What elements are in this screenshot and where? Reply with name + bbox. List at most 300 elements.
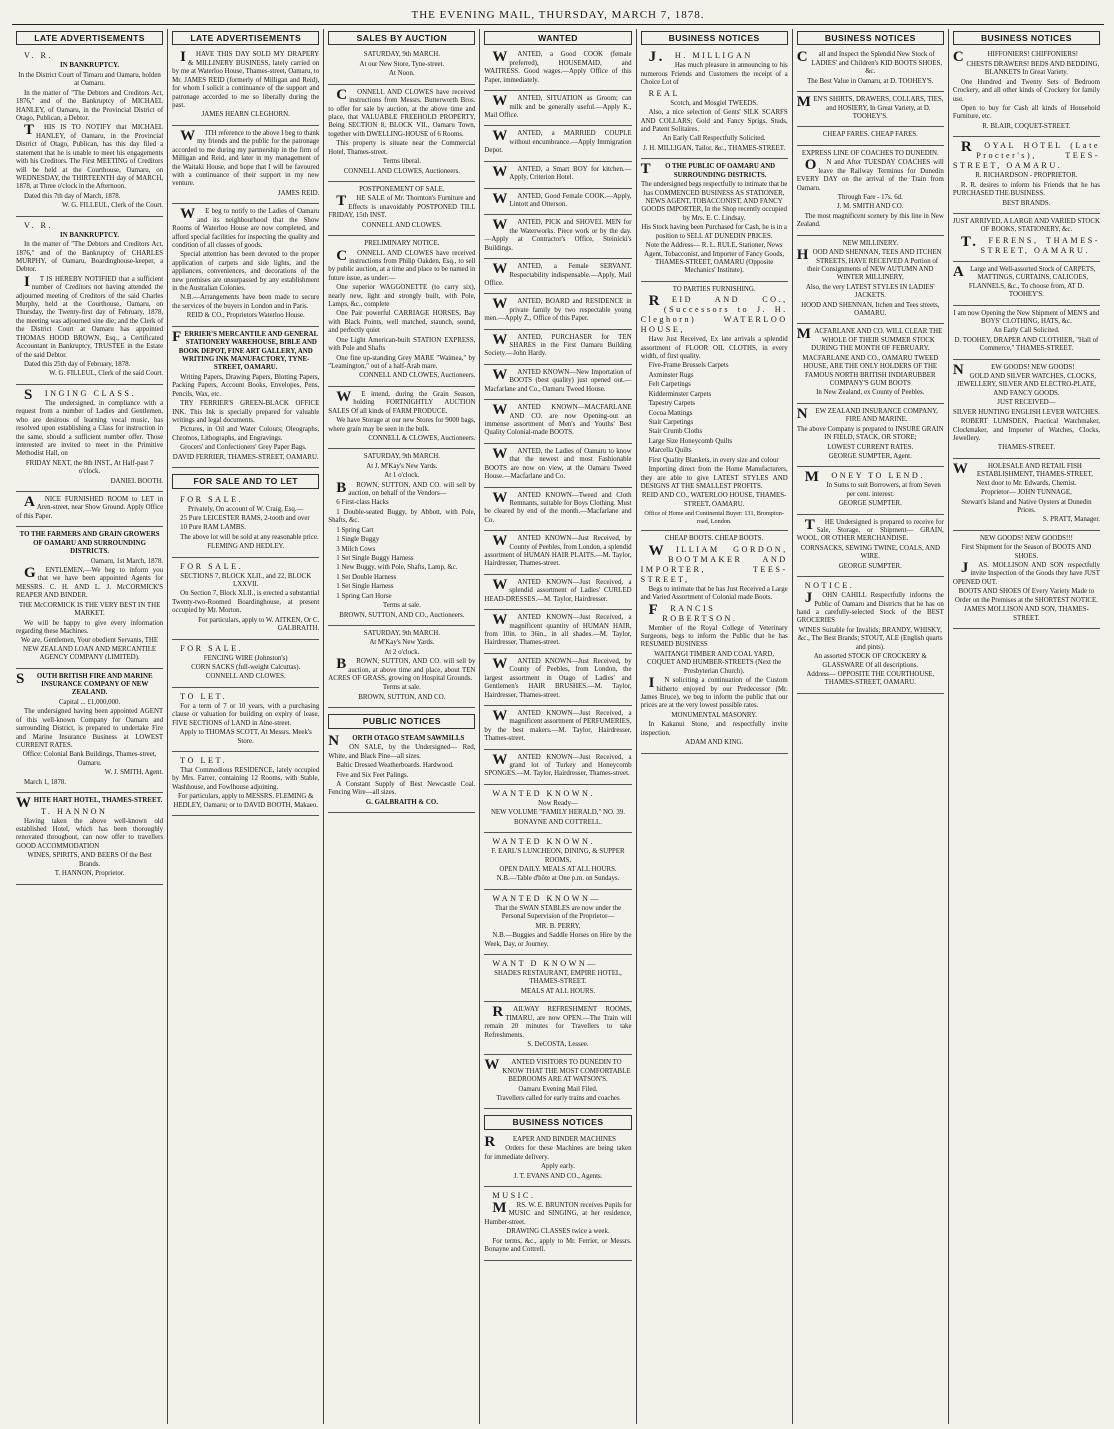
ad-line: In New Zealand, ex County of Peebles. (816, 389, 925, 397)
advert (484, 1189, 631, 1261)
ad-line: Importing direct from the Home Manufacturers, they are able to give LATEST STYLES AND DESIGNS AT THE SMALLEST PROFITS. (640, 466, 788, 490)
ad-line: ALarge and Well-assorted Stock of CARPETS, MATTINGS, CURTAINS, CALICOES, FLANNELS, &c., To choose from, AT D. TOOHEY'S. (952, 263, 1096, 299)
ad-line: BOOTS AND SHOES Of Every Variety Made to Order on the Premises at the SHORTEST NOTICE. (954, 588, 1098, 604)
column-heading: SALES BY AUCTION (328, 31, 475, 45)
ad-line: Dated this 7th day of March, 1878. (24, 192, 121, 200)
ad-line: N.B.—Buggies and Saddle Horses on Hire by the Week, Day, or Journey. (484, 932, 632, 948)
ad-line: WANTED, a MARRIED COUPLE without encumbrance.—Apply Immigration Depot. (484, 128, 632, 155)
ad-line: SILVER HUNTING ENGLISH LEVER WATCHES. (953, 408, 1100, 416)
ad-line: WANTED KNOWN—Just Received, a magnificent assortment of PERFUMERIES, by the best makers.—M. Taylor, Hairdresser, Thames-street. (484, 707, 632, 743)
ad-line: TRY FERRIER'S GREEN-BLACK OFFICE INK. This Ink is specially prepared for valuable writings and legal documents. (172, 400, 320, 424)
ad-line: MUSIC. (492, 1191, 536, 1201)
ad-line: FENCING WIRE (Johnston's) (203, 654, 288, 662)
advert (484, 752, 631, 785)
ad-line: BROWN, SUTTON, AND CO. (358, 693, 446, 701)
advert (953, 264, 1100, 306)
advert (16, 387, 163, 492)
advert (797, 238, 944, 325)
ad-line: In Kakanui Stone, and respectfully invite inspection. (640, 721, 788, 737)
column-heading: BUSINESS NOTICES (484, 1115, 631, 1129)
ad-line: WANTED KNOWN—New Importation of BOOTS (best quality) just opened out.—Macfarlane and Co., Oamaru Tweed House. (484, 366, 632, 393)
ad-line: NORTH OTAGO STEAM SAWMILLS (328, 732, 465, 749)
advert (328, 628, 475, 708)
advert (797, 469, 944, 514)
advert (16, 49, 163, 216)
advert (484, 1004, 631, 1055)
ad-line: For particulars, apply to W. AITKEN, Or C. GALBRAITH. (198, 616, 320, 633)
ad-line: GEORGE SUMPTER, Agent. (828, 452, 912, 460)
ad-line: T. HANNON, Proprietor. (54, 870, 125, 878)
ad-line: An Early Call Respectfully Solicited. (662, 135, 766, 143)
ad-line: TO THE FARMERS AND GRAIN GROWERS OF OAMARU AND SURROUNDING DISTRICTS. (19, 531, 160, 556)
ad-line: At M'Kay's New Yards. (369, 639, 435, 647)
ad-line: 1 New Buggy, with Pole, Shafts, Lamp, &c. (336, 564, 458, 572)
ad-line: Has much pleasure in announcing to his numerous Friends and Customers the receipt of a Choice Lot of (640, 62, 788, 87)
ad-line: PRELIMINARY NOTICE. (364, 240, 440, 248)
ad-line: Have Just Received, Ex late arrivals a splendid assortment of FLOOR OIL CLOTHS, in every width, of first quality. (640, 336, 788, 361)
advert (641, 533, 788, 753)
advert (484, 164, 631, 189)
ad-line: Felt Carpetings (648, 381, 691, 389)
advert (484, 367, 631, 400)
ad-line: Open to buy for Cash all kinds of Household Furniture, etc. (952, 105, 1100, 121)
ad-line: J. M. SMITH AND CO. (837, 203, 904, 211)
ad-line: WANTED, SITUATION as Groom; can milk and be generally useful.—Apply K., Mail Office. (484, 93, 632, 120)
ad-line: Stewart's Island and Native Oysters at Dunedin Prices. (961, 498, 1092, 514)
ad-line: The above lot will be sold at any reasonable price. (180, 533, 319, 541)
ad-line: WANTED, Good Female COOK.—Apply, Lintott and Otterson. (492, 190, 632, 208)
advert (484, 656, 631, 706)
ad-line: WANTED KNOWN—Just Received, by County of Peebles, from London, the largest assortment in Otago of Ladies' and Gentlemen's HAIR BRUSHES.—M. Taylor, Hairdresser, Thames-street. (484, 655, 632, 699)
advert (797, 326, 944, 403)
ad-line: CONNELL AND CLOWES. (205, 673, 286, 681)
ad-line: GOLD AND SILVER WATCHES, CLOCKS, JEWELLERY, SILVER AND ELECTRO-PLATE, AND FANCY GOODS. (956, 373, 1096, 397)
ad-line: D. TOOHEY, DRAPER AND CLOTHIER, "Hall of Commerce," THAMES-STREET. (954, 336, 1099, 353)
ad-line: FOR SALE. (180, 643, 244, 653)
ad-line: Five and Six Feet Palings. (336, 771, 409, 779)
ad-line: TO PARTIES FURNISHING. (672, 285, 756, 293)
ad-line: Five-Frame Brussels Carpets (648, 362, 729, 370)
ad-line: 1 Double-seated Buggy, by Abbott, with Pole, Shafts, &c. (328, 508, 476, 525)
ad-line: CONNELL & CLOWES, Auctioneers. (368, 434, 476, 442)
ad-line: An Early Call Solicited. (993, 327, 1060, 335)
advert (172, 642, 319, 688)
ad-line: THAMES-STREET. (997, 444, 1055, 452)
ad-line: CONNELL AND CLOWES. (361, 221, 442, 229)
ad-line: WANTED KNOWN. (492, 837, 595, 847)
ad-line: Pictures, in Oil and Water Colours; Oleographs, Chromos, Lithographs, and Engravings. (172, 426, 320, 442)
advert (484, 261, 631, 294)
ad-line: WANTED KNOWN—MACFARLANE AND CO. are now Opening-out an immense assortment of Men's and Youths' Best Quality Colonial-made BOOTS. (484, 402, 632, 437)
advert (328, 184, 475, 236)
advert (484, 957, 631, 1002)
ad-line: ON and After TUESDAY COACHES will leave the Railway Terminus for Dunedin EVERY DAY on the arrival of the Train from Oamaru. (796, 157, 944, 192)
ad-line: WANT D KNOWN— (492, 958, 598, 968)
ad-line: Oamaru, 1st March, 1878. (90, 557, 164, 565)
ad-line: At 2 o'clock. (384, 648, 420, 656)
ad-line: CONNELL AND CLOWES, Auctioneers. (359, 372, 476, 380)
ad-line: JAS. MOLLISON AND SON respectfully invite Inspection of the Goods they have JUST OPENED OUT. (952, 560, 1100, 586)
ad-line: Privately, On account of W. Craig, Esq.— (187, 505, 304, 513)
ad-line: SINGING CLASS. (24, 386, 137, 403)
ad-line: F. EARL'S LUNCHEON, DINING, & SUPPER ROOMS, (491, 848, 625, 864)
columns (12, 29, 1104, 1424)
ad-line: At 1 o'clock. (384, 472, 420, 480)
ad-line: ON SALE, by the Undersigned— Red, White, and Black Pine—all sizes. (328, 744, 476, 760)
ad-line: An assorted STOCK OF CROCKERY & GLASSWARE Of all descriptions. (813, 653, 927, 669)
column-heading: LATE ADVERTISEMENTS (172, 31, 319, 45)
ad-line: REID AND CO., (Successors to J. H. Cleghorn) WATERLOO HOUSE, (640, 293, 788, 335)
advert (172, 128, 319, 204)
ad-line: WINES, SPIRITS, AND BEERS Of the Best Brands. (27, 852, 152, 868)
ad-line: BEST BRANDS. (1002, 199, 1051, 207)
ad-line: Call and Inspect the Splendid New Stock of LADIES' and Children's KID BOOTS SHOES, &c. (796, 49, 943, 76)
advert (797, 129, 944, 145)
ad-line: Office of Home and Continental Buyer: 131, Brompton-road, London. (644, 510, 784, 525)
column-6 (793, 29, 949, 1424)
ad-line: Writing Papers, Drawing Papers, Blotting Papers, Packing Papers, Account Books, Envelopes, Pens, Pencils, Wax, etc. (172, 373, 320, 398)
ad-line: One fine up-standing Grey MARE "Waimea," by "Leamington," out of a half-Arab mare. (328, 354, 476, 370)
ad-line: Oamaru Evening Mail Filed. (518, 1085, 598, 1093)
ad-line: 6 First-class Hacks (336, 499, 389, 507)
ad-line: BONAYNE AND COTTRELL. (514, 818, 602, 826)
advert (953, 533, 1100, 629)
ad-line: JAMES MOLLISON AND SON, THAMES-STREET. (963, 606, 1089, 622)
ad-line: MONEY TO LEND. (804, 469, 925, 486)
ad-line: Terms at sale. (382, 684, 421, 692)
ad-line: BROWN, SUTTON, AND CO. will sell by auction, at above time and place, about TEN ACRES OF GRASS, growing on Hospital Grounds. (328, 656, 476, 683)
ad-line: REID & CO., Proprietors Waterloo House. (186, 312, 305, 320)
ad-line: 1 Spring Cart (336, 526, 374, 534)
ad-line: REID AND CO., WATERLOO HOUSE, THAMES-STREET, OAMARU. (641, 492, 787, 508)
ad-line: IN BANKRUPTCY. (60, 62, 120, 70)
ad-line: Apply early. (540, 1163, 575, 1171)
advert (953, 308, 1100, 360)
ad-line: R. RICHARDSON - PROPRIETOR. (975, 172, 1078, 180)
ad-line: V. R. (24, 51, 53, 61)
advert (16, 529, 163, 668)
ad-line: IHAVE THIS DAY SOLD MY DRAPERY & MILLINERY BUSINESS, lately carried on by me at Waterloo House, Thames-street, Oamaru, to Mr. JAMES REID (formerly of Milligan and Reid), for whom I solicit a continuance of the support and patronage accorded to me so liberally during the past. (172, 49, 320, 110)
advert (172, 493, 319, 558)
ad-line: MR. B. PERRY, (535, 922, 581, 930)
ad-line: A Constant Supply of Best Newcastle Coal. Fencing Wire—all sizes. (328, 780, 476, 797)
advert (172, 329, 319, 468)
ad-line: I am now Opening the New Shipment of MEN'S and BOYS' CLOTHING, HATS, &c. (953, 309, 1100, 325)
ad-line: IN soliciting a continuation of the Custom hitherto enjoyed by our Predecessor (Mr. James Bruce), we beg to inform the public that our prices are at the very lowest possible rates. (640, 675, 788, 710)
advert (328, 49, 475, 84)
ad-line: JOHN CAHILL Respectfully informs the Public of Oamaru and Districts that he has on hand a carefully-selected Stock of the BEST GROCERIES (796, 590, 944, 625)
ad-line: T.FERENS, THAMES-STREET, OAMARU. (960, 233, 1100, 255)
ad-line: ROYAL HOTEL (Late Procter's), TEES-STREET, OAMARU. (952, 139, 1100, 171)
ad-line: WANTED KNOWN—Just Received, a grand lot of Turkey and Honeycomb SPONGES.—M. Taylor, Hairdresser, Thames-street. (484, 751, 632, 778)
ad-line: The undersigned begs respectfully to intimate that he has COMMENCED BUSINESS AS STATIONER, NEWS AGENT, TOBACCONIST, AND FANCY GOODS IMPORTER, In the Shop recently occupied by Mrs. E. C. Lindsay. (640, 181, 788, 222)
ad-line: Large Size Honeycomb Quilts (648, 437, 733, 445)
ad-line: WANTED KNOWN—Just Received, by County of Peebles, from London, a splendid assortment of HUMAN HAIR PLAITS.—M. Taylor, Hairdresser, Thames-street. (484, 533, 632, 568)
ad-line: The undersigned having been appointed AGENT of this well-known Company for Oamaru and surrounding District, is prepared to undertake Fire and Marine Insurance Business at LOWEST CURRENT RATES. (16, 708, 164, 750)
advert (484, 708, 631, 750)
advert (953, 461, 1100, 531)
advert (16, 671, 163, 793)
ad-line: For terms, &c., apply to Mr. Ferrier, or Messrs. Bonayne and Cottrell. (484, 1237, 632, 1254)
ad-line: Capital ... £1,000,000. (58, 698, 121, 706)
ad-line: THE Undersigned is prepared to receive for Sale, Storage, or Shipment— GRAIN, WOOL, OR OTHER MERCHANDISE. (796, 516, 944, 543)
advert (16, 219, 163, 385)
ad-line: CONNELL AND CLOWES have received instructions from Philip Oakden, Esq., to sell by public auction, at a time and place to be named in future issue, as under:— (328, 247, 476, 282)
ad-line: Special attention has been devoted to the proper application of carpets and side lights, and the appliances, conveniences, and decorations of the new premises are unsurpassed by any establishment in the Australian Colonies. (172, 251, 320, 293)
ad-line: DAVID FERRIER, THAMES-STREET, OAMARU. (172, 453, 319, 461)
ad-line: HOOD AND SHENNAN, Itchen and Tees streets, OAMARU. (801, 301, 940, 318)
ad-line: IN BANKRUPTCY. (60, 231, 120, 239)
ad-line: ROBERT LUMSDEN, Practical Watchmaker, Clockmaker, and Importer of Watches, Clocks, Jewellery. (952, 418, 1100, 442)
ad-line: OPEN DAILY. MEALS AT ALL HOURS. (499, 866, 617, 874)
ad-line: Begs to intimate that he has Just Received a Large and Varied Assortment of Colonial made Boots. (640, 585, 788, 602)
advert (797, 579, 944, 694)
advert (641, 161, 788, 281)
ad-line: THE McCORMICK IS THE VERY BEST IN THE MARKET. (18, 601, 161, 618)
ad-line: Marcella Quilts (648, 447, 692, 455)
ad-line: THE SALE of Mr. Thornton's Furniture and Effects is unavoidably POSTPONED TILL FRIDAY, 15th INST. (328, 193, 476, 220)
ad-line: FERRIER'S MERCANTILE AND GENERAL STATIONERY WAREHOUSE, BIBLE AND BOOK DEPOT, FINE ART GALLERY, AND WRITING INK MANUFACTORY, TYNE-STREET, OAMARU. (172, 328, 319, 372)
ad-line: R. R. desires to inform his Friends that he has PURCHASED THE BUSINESS. (952, 181, 1100, 198)
advert (484, 128, 631, 161)
ad-line: R. BLAIR, COQUET-STREET. (982, 122, 1071, 130)
advert (328, 733, 475, 813)
advert (953, 216, 1100, 262)
ad-line: DANIEL BOOTH. (110, 477, 164, 485)
ad-line: In the matter of "The Debtors and Creditors Act, 1876," and of the Bankruptcy of MICHAEL HANLEY, of Oamaru, in the Provincial District of Otago, Publican, a Debtor. (16, 89, 164, 123)
ad-line: Office: Colonial Bank Buildings, Thames-street, Oamaru. (22, 751, 157, 767)
ad-line: NEW MILLINERY. (842, 239, 899, 247)
ad-line: CHEAP FARES. CHEAP FARES. (822, 131, 918, 139)
advert (484, 1134, 631, 1187)
ad-line: J. H. MILLIGAN, Tailor, &c., THAMES-STREET. (643, 144, 786, 152)
ad-line: SHADES RESTAURANT, EMPIRE HOTEL, THAMES-STREET. (494, 969, 622, 986)
ad-line: First Quality Blankets, in every size and colour (648, 456, 779, 464)
advert (16, 494, 163, 527)
ad-line: MEALS AT ALL HOURS. (520, 987, 596, 995)
advert (953, 49, 1100, 137)
column-heading: WANTED (484, 31, 631, 45)
ad-line: In Sums to suit Borrowers, at from Seven per cent. interest. (826, 482, 941, 498)
ad-line: SATURDAY, 9th MARCH. (363, 453, 440, 461)
ad-line: WANTED VISITORS TO DUNEDIN TO KNOW THAT THE MOST COMFORTABLE BEDROOMS ARE AT WATSON'S. (484, 1057, 631, 1084)
ad-line: 1 Set Single Harness (336, 583, 394, 591)
ad-line: ANICE FURNISHED ROOM to LET in Aren-street, near Show Ground. Apply Office of this Paper. (16, 494, 164, 520)
ad-line: MACFARLANE AND CO., OAMARU TWEED HOUSE, ARE THE ONLY HOLDERS OF THE FAMOUS NORTH BRITISH INDIARUBBER COMPANY'S GUM BOOTS (802, 354, 939, 387)
ad-line: WANTED, PICK and SHOVEL MEN for the Waterworks. Piece work or by the day.—Apply at Contractor's Office, Steinicki's Buildings. (484, 217, 632, 252)
ad-line: J.H. MILLIGAN (648, 49, 753, 66)
ad-line: MACFARLANE AND CO. WILL CLEAR THE WHOLE OF THEIR SUMMER STOCK DURING THE MONTH OF FEBRUARY. (796, 326, 943, 353)
advert (484, 191, 631, 216)
ad-line: SATURDAY, 9th MARCH. (363, 629, 440, 637)
ad-line: WANTED, the Ladies of Oamaru to know that the newest and most Fashionable BOOTS are now on view, at the Oamaru Tweed House.—Macfarlane and Co. (484, 445, 632, 481)
ad-line: WHOLESALE AND RETAIL FISH ESTABLISHMENT, THAMES-STREET, Next door to Mr. Edwards, Chemist. (952, 460, 1093, 487)
ad-line: 1 Single Buggy (336, 536, 380, 544)
advert (484, 332, 631, 365)
ad-line: SOUTH BRITISH FIRE AND MARINE INSURANCE COMPANY OF NEW ZEALAND. (16, 670, 153, 697)
ad-line: THIS IS TO NOTIFY that MICHAEL HANLEY, of Oamaru, in the Provincial District of Otago, Publican, has this day filed a statement that he is unable to meet his engagements with his Creditors. The First MEETING of Creditors will be held at the Courthouse, Oamaru, on WEDNESDAY, the THIRTEENTH day of MARCH, 1878, at Three o'clock in the Afternoon. (16, 122, 164, 191)
ad-line: WAITANGI TIMBER AND COAL YARD, COQUET AND HUMBER-STREETS (Next the Presbyterian Church). (647, 650, 782, 675)
ad-line: Baltic Dressed Weatherboards. Hardwood. (336, 762, 454, 770)
ad-line: WANTED, a Good COOK (female preferred), HOUSEMAID, and WAITRESS. Good wages.—Apply Office of this Paper, immediately. (484, 49, 632, 84)
ad-line: Tapestry Carpets (648, 400, 695, 408)
ad-line: WANTED KNOWN. (492, 788, 595, 798)
ad-line: 25 Pure LEICESTER RAMS, 2-tooth and over (180, 514, 310, 522)
ad-line: WE beg to notify to the Ladies of Oamaru and its neighbourhood that the Show Rooms of Waterloo House are now completed, and afford special facilities for inspecting the quality and condition of all classes of goods. (172, 206, 320, 249)
ad-line: WANTED KNOWN—Tweed and Cloth Remnants, suitable for Boys Clothing. Must be cleared by end of the month.—Macfarlane and Co. (484, 489, 632, 524)
ad-line: Having taken the above well-known old established Hotel, which has been thoroughly renovated throughout, can now offer to travellers GOOD ACCOMMODATION (16, 817, 164, 850)
ad-line: WILLIAM GORDON, BOOTMAKER AND IMPORTER, TEES-STREET, (640, 542, 788, 584)
ad-line: S. PRATT, Manager. (1042, 516, 1100, 524)
ad-line: WANTED, BOARD and RESIDENCE in private family by two respectable young men.—Apply Z., Office of this Paper. (484, 296, 632, 323)
column-heading: BUSINESS NOTICES (953, 31, 1100, 45)
advert (641, 284, 788, 532)
ad-line: NEW GOODS! NEW GOODS!!! (979, 534, 1073, 542)
ad-line: On Section 7, Block XLII., is erected a substantial Twenty-two-Roomed Boardinghouse, at present occupied by Mr. Morton. (172, 590, 320, 615)
advert (328, 238, 475, 387)
advert (484, 93, 631, 126)
masthead: THE EVENING MAIL, THURSDAY, MARCH 7, 1878. (12, 8, 1104, 25)
ad-line: In the matter of "The Debtors and Creditors Act, 1876," and of the Bankruptcy of CHARLES MURPHY, of Oamaru, Boardinghouse-keeper, a Debtor. (16, 241, 164, 274)
ad-line: The above Company is prepared to INSURE GRAIN IN FIELD, STACK, OR STORE; (796, 425, 944, 442)
ad-line: W. J. SMITH, Agent. (104, 769, 164, 777)
ad-line: WHITE HART HOTEL, THAMES-STREET. (16, 795, 163, 812)
ad-line: Through Fare - 17s. 6d. (837, 193, 903, 201)
ad-line: SECTIONS 7, BLOCK XLII., and 22, BLOCK LXXVII. (180, 572, 312, 589)
ad-line: One superior WAGGONETTE (to carry six), nearly new, light and strongly built, with Pole, Lamps, &c., complete (328, 284, 476, 309)
ad-line: CORNSACKS, SEWING TWINE, COALS, AND WIRE. (800, 544, 940, 561)
ad-line: The Best Value in Oamaru, at D. TOOHEY'S. (807, 77, 934, 85)
ad-line: CORN SACKS (full-weight Calcuttas). (191, 664, 301, 672)
advert (797, 406, 944, 468)
column-heading: LATE ADVERTISEMENTS (16, 31, 163, 45)
ad-line: For a term of 7 or 10 years, with a purchasing clause or valuation for building on expiry of lease, FIVE SECTIONS of LAND in Alne-street. (172, 702, 320, 727)
column-2 (168, 29, 324, 1424)
ad-line: Travellers called for early trains and coaches (496, 1095, 620, 1103)
advert (484, 533, 631, 575)
ad-line: HOOD AND SHENNAN, TEES AND ITCHEN STREETS, HAVE RECEIVED A Portion of their Consignments of NEW AUTUMN AND WINTER MILLINERY, (796, 247, 942, 282)
ad-line: WANTED, PURCHASER for TEN SHARES in the First Oamaru Building Society.—John Hardy. (484, 331, 632, 358)
advert (484, 1057, 631, 1109)
advert (484, 217, 631, 259)
advert (484, 787, 631, 833)
ad-line: BROWN, SUTTON, AND CO., Auctioneers. (339, 611, 465, 619)
ad-line: RAILWAY REFRESHMENT ROOMS, TIMARU, are now OPEN.—The Train will remain 20 minutes for Travellers to take Refreshments. (484, 1004, 632, 1039)
column-7 (949, 29, 1104, 1424)
ad-line: This property is situate near the Commercial Hotel, Thames-street. (328, 140, 476, 156)
ad-line: At J. M'Kay's New Yards. (366, 462, 438, 470)
ad-line: G. GALBRAITH & CO. (365, 798, 438, 806)
ad-line: WANTED, a Female SERVANT. Respectability indispensable.—Apply, Mail Office. (484, 261, 632, 287)
ad-line: FRIDAY NEXT, the 8th INST., At Half-past 7 o'clock. (25, 459, 154, 476)
ad-line: Grocers' and Confectioners' Grey Paper Bags. (180, 444, 307, 452)
ad-line: Cocoa Mattings (648, 409, 693, 417)
ad-line: WANTED, a Smart BOY for kitchen.—Apply, Criterion Hotel. (492, 163, 632, 182)
ad-line: 1 Spring Cart Horse (336, 592, 392, 600)
ad-line: FOR SALE. (180, 561, 244, 571)
advert (484, 612, 631, 654)
ad-line: 3 Milch Cows (336, 545, 376, 553)
ad-line: TO LET. (180, 691, 227, 701)
advert (797, 517, 944, 578)
ad-line: DRAWING CLASSES twice a week. (506, 1228, 610, 1236)
ad-line: WANTED KNOWN—Just Received, a splendid assortment of Ladies' CURLED HEAD-DRESSES.—M. Taylor, Hairdresser. (484, 576, 632, 603)
ad-line: Apply to THOMAS SCOTT, At Messrs. Meek's Store. (179, 729, 312, 745)
ad-line: MONUMENTAL MASONRY. (671, 711, 757, 719)
ad-line: GENTLEMEN,—We beg to inform you that we have been appointed Agents for MESSRS. C. H. AND L. J. McCORMICK'S REAPER AND BINDER. (16, 565, 164, 600)
advert (797, 94, 944, 127)
ad-line: S. DeCOSTA, Lessee. (527, 1040, 589, 1048)
advert (172, 754, 319, 816)
advert (953, 362, 1100, 459)
ad-line: 1 Set Single Buggy Harness (336, 555, 414, 562)
ad-line: SATURDAY, 9th MARCH. (363, 51, 440, 59)
ad-line: W. G. FILLEUL, Clerk of the said Court. (49, 370, 164, 378)
advert (484, 49, 631, 91)
advert (484, 490, 631, 532)
ad-line: Orders for these Machines are being taken for immediate delivery. (484, 1145, 632, 1161)
ad-line: Dated this 25th day of February, 1878. (24, 360, 131, 368)
ad-line: BROWN, SUTTON, AND CO. will sell by auction, on behalf of the Vendors— (336, 479, 476, 498)
ad-line: We will be happy to give every information regarding these Machines. (16, 619, 164, 635)
ad-line: V. R. (24, 220, 53, 230)
ad-line: NEW ZEALAND INSURANCE COMPANY, FIRE AND MARINE. (796, 405, 938, 424)
ad-line: Stair Crumb Cloths (648, 428, 703, 436)
ad-line: CHESTS DRAWERS! BEDS AND BEDDING, BLANKETS In Great Variety. (966, 60, 1100, 77)
ad-line: Address— OPPOSITE THE COURTHOUSE, THAMES-STREET, OAMARU. (806, 670, 935, 687)
ad-line: Now Ready— (538, 799, 578, 807)
ad-line: Member of the Royal College of Veterinary Surgeons, begs to inform the Public that he has RESUMED BUSINESS (640, 624, 788, 649)
ad-line: The undersigned, in compliance with a request from a number of Ladies and Gentlemen, who are desirous of learning vocal music, has resolved upon establishing a Class for instruction in the same, should a sufficient number offer. Those interested are invited to meet in the Primitive Methodist Hall, on (16, 399, 164, 458)
ad-line: FOR SALE. (180, 494, 244, 504)
ad-line: JAMES REID. (277, 189, 320, 197)
ad-line: J. T. EVANS AND CO., Agents. (513, 1172, 603, 1180)
ad-line: MRS. W. E. BRUNTON receives Pupils for MUSIC and SINGING, at her residence, Humber-street. (484, 1200, 632, 1226)
ad-line: At Noon. (389, 70, 415, 78)
ad-line: TO LET. (180, 755, 227, 765)
ad-line: 1 Set Double Harness (336, 573, 397, 581)
ad-line: Scotch, and Mosgiel TWEEDS. (670, 99, 758, 107)
ad-line: GEORGE SUMPTER. (838, 500, 902, 508)
ad-line: One Hundred and Twenty Sets of Bedroom Crockery, and all other kinds of Crockery for family use. (952, 78, 1100, 103)
advert (328, 87, 475, 182)
advert (641, 49, 788, 159)
ad-line: That Commodious RESIDENCE, lately occupied by Mrs. Farrer, containing 12 Rooms, with Stable, Washhouse, and Fowlhouse adjoining. (172, 766, 320, 791)
ad-line: GEORGE SUMPTER. (838, 562, 902, 570)
ad-line: NOTICE. (804, 581, 855, 591)
ad-line: His Stock having been Purchased for Cash, he is in a position to SELL AT DUNEDIN PRICES. (641, 224, 787, 240)
ad-line: Also, the very LATEST STYLES IN LADIES' JACKETS. (805, 283, 935, 300)
ad-line: At our New Store, Tyne-street. (359, 60, 445, 68)
ad-line: Terms liberal. (382, 158, 421, 166)
advert (328, 389, 475, 450)
ad-line: N.B.—Table d'hôte at One p.m. on Sundays. (496, 875, 620, 883)
ad-line: Terms at sale. (382, 602, 421, 610)
ad-line: The most magnificent scenery by this line in New Zealand. (796, 212, 944, 229)
advert (172, 206, 319, 326)
ad-line: CHEAP BOOTS. CHEAP BOOTS. (664, 535, 764, 543)
ad-line: WITH reference to the above I beg to thank my friends and the public for the patronage accorded to me during my partnership in the firm of Milligan and Reid, and later in my management of the Waitaki House, and hope that I will be favoured with a continuance of their support in my new venture. (172, 127, 320, 188)
ad-line: JAMES HEARN CLEGHORN. (201, 111, 290, 119)
advert (484, 402, 631, 444)
ad-line: REAPER AND BINDER MACHINES (484, 1133, 616, 1150)
ad-line: One Pair powerful CARRIAGE HORSES, Bay with Black Points, well matched, staunch, sound, and perfectly quiet (328, 310, 476, 335)
ad-line: WANTED KNOWN—Just Received, a magnificent quantity of HUMAN HAIR, from 10in. to 36in., in all shades.—M. Taylor, Hairdresser, Thames-street. (484, 612, 632, 647)
ad-line: POSTPONEMENT OF SALE. (359, 185, 445, 193)
advert (484, 835, 631, 890)
ad-line: March 1, 1878. (24, 778, 67, 786)
ad-line: Stair Carpetings (648, 418, 694, 426)
